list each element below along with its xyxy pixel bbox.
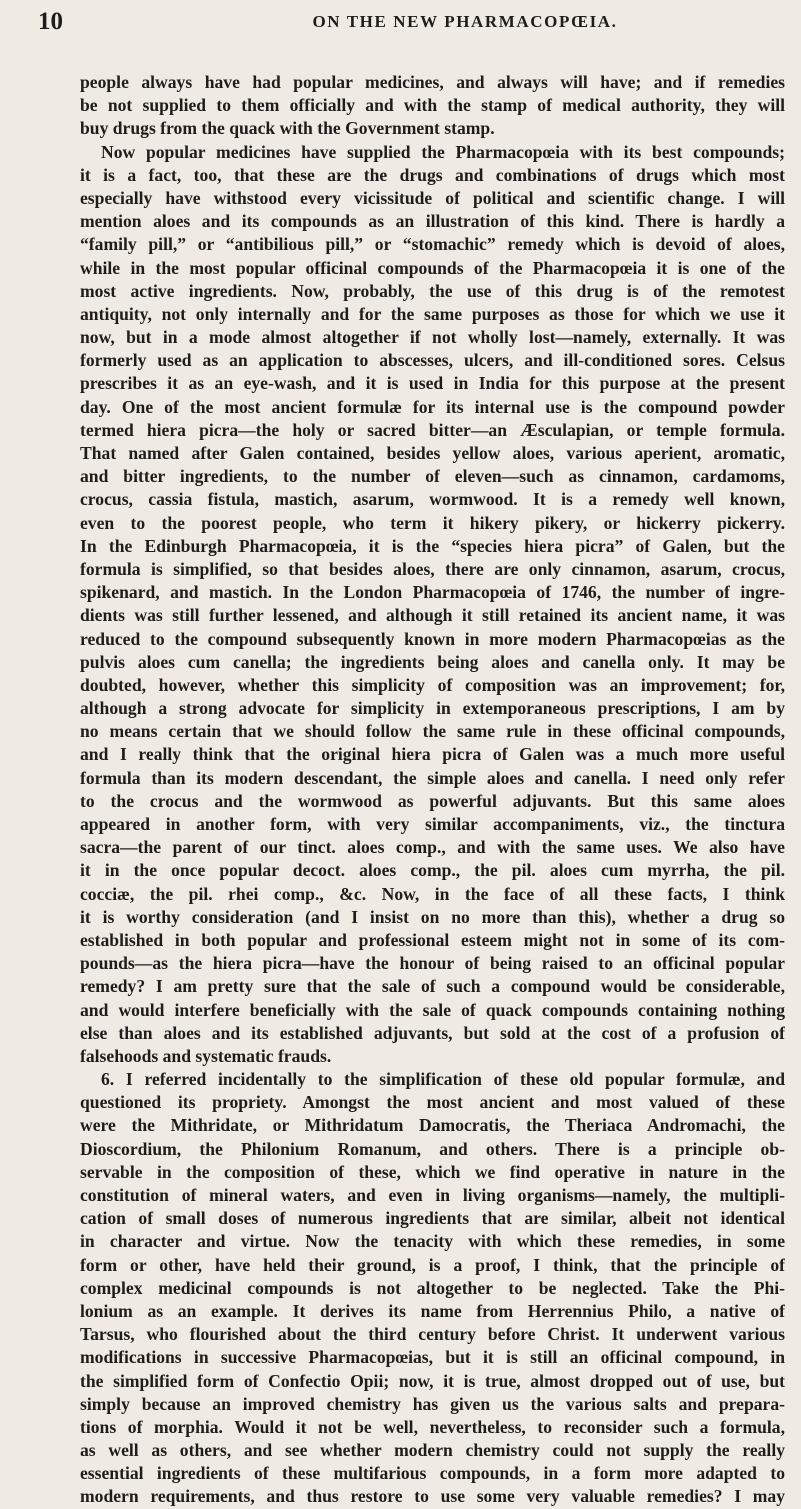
text-line: formula is simplified, so that besides aloes, there are only cinnamon, asarum, crocus,	[80, 558, 785, 579]
text-line: That named after Galen contained, besides yellow aloes, various aperient, aromatic,	[80, 443, 785, 463]
text-line: were the Mithridate, or Mithridatum Damocratis, the Theriaca Andromachi, the	[80, 1115, 785, 1136]
text-line: dients was still further lessened, and although it still retained its ancient name, it was	[80, 605, 785, 626]
text-line: people always have had popular medicines, and always will have; and if remedies	[80, 72, 785, 92]
text-line: and I really think that the original hiera picra of Galen was a much more useful	[80, 744, 785, 765]
text-line: now, but in a mode almost altogether if not wholly lost—namely, externally. It was	[80, 327, 785, 348]
page-number: 10	[38, 8, 63, 35]
text-line: the simplified form of Confectio Opii; now, it is true, almost dropped out of use, but	[80, 1370, 785, 1391]
text-line: formula than its modern descendant, the simple aloes and canella. I need only refer	[80, 767, 785, 788]
text-line: 6. I referred incidentally to the simplification of these old popular formulæ, and	[101, 1069, 785, 1090]
text-line: as well as others, and see whether modern chemistry could not supply the really	[80, 1440, 785, 1461]
text-line: to the crocus and the wormwood as powerful adjuvants. But this same aloes	[80, 790, 785, 811]
text-line: most active ingredients. Now, probably, the use of this drug is of the remotest	[80, 280, 785, 301]
body-text	[80, 71, 785, 1509]
text-line: constitution of mineral waters, and even in living organisms—namely, the multipli-	[80, 1185, 785, 1205]
text-line: formerly used as an application to abscesses, ulcers, and ill-conditioned sores. Celsus	[80, 350, 785, 371]
text-line: simply because an improved chemistry has given us the various salts and prepara-	[80, 1393, 785, 1414]
text-line: prescribes it as an eye-wash, and it is used in India for this purpose at the present	[80, 373, 785, 394]
text-line: In the Edinburgh Pharmacopœia, it is the “species hiera picra” of Galen, but the	[80, 535, 785, 556]
text-line: falsehoods and systematic frauds.	[80, 1045, 332, 1066]
text-line: cocciæ, the pil. rhei comp., &c. Now, in the face of all these facts, I think	[80, 883, 785, 904]
text-line: mention aloes and its compounds as an illustration of this kind. There is hardly a	[80, 211, 785, 232]
text-line: even to the poorest people, who term it hikery pikery, or hickerry pickerry.	[80, 512, 785, 533]
text-line: complex medicinal compounds is not altogether to be neglected. Take the Phi-	[80, 1277, 785, 1298]
text-line: else than aloes and its established adjuvants, but sold at the cost of a profusion of	[80, 1022, 785, 1043]
text-line: modifications in successive Pharmacopœias, but it is still an officinal compound, in	[80, 1347, 785, 1368]
text-line: although a strong advocate for simplicity in extemporaneous prescriptions, I am by	[80, 698, 785, 719]
text-line: it in the once popular decoct. aloes comp., the pil. aloes cum myrrha, the pil.	[80, 860, 785, 881]
text-line: pounds—as the hiera picra—have the honour of being raised to an officinal popular	[80, 953, 785, 974]
text-line: tions of morphia. Would it not be well, nevertheless, to reconsider such a formula,	[80, 1416, 785, 1437]
text-line: reduced to the compound subsequently known in more modern Pharmacopœias as the	[80, 628, 785, 649]
text-line: spikenard, and mastich. In the London Pharmacopœia of 1746, the number of ingre-	[80, 582, 785, 603]
text-line: modern requirements, and thus restore to use some very valuable remedies? I may	[80, 1486, 785, 1507]
text-line: crocus, cassia fistula, mastich, asarum, wormwood. It is a remedy well known,	[80, 489, 785, 510]
text-line: in character and virtue. Now the tenacity with which these remedies, in some	[80, 1231, 785, 1252]
text-line: termed hiera picra—the holy or sacred bitter—an Æsculapian, or temple formula.	[80, 419, 785, 440]
text-line: buy drugs from the quack with the Government stamp.	[80, 118, 495, 139]
text-line: sacra—the parent of our tinct. aloes comp., and with the same uses. We also have	[80, 837, 785, 858]
text-line: remedy? I am pretty sure that the sale of such a compound would be considerable,	[80, 976, 785, 997]
text-line: Dioscordium, the Philonium Romanum, and others. There is a principle ob-	[80, 1138, 785, 1159]
text-line: and would interfere beneficially with the sale of quack compounds containing nothing	[80, 999, 785, 1020]
text-line: day. One of the most ancient formulæ for its internal use is the compound powder	[80, 396, 785, 417]
text-line: be not supplied to them officially and with the stamp of medical authority, they will	[80, 95, 785, 116]
page-header	[0, 8, 801, 36]
running-title: ON THE NEW PHARMACOPŒIA.	[312, 12, 618, 31]
text-line: form or other, have held their ground, is a proof, I think, that the principle of	[80, 1254, 785, 1275]
text-line: no means certain that we should follow the same rule in these officinal compounds,	[80, 721, 785, 742]
text-line: servable in the composition of these, which we find operative in nature in the	[80, 1161, 785, 1182]
text-line: appeared in another form, with very similar accompaniments, viz., the tinctura	[80, 814, 785, 834]
text-line: Now popular medicines have supplied the Pharmacopœia with its best compounds;	[101, 141, 785, 162]
text-line: it is a fact, too, that these are the drugs and combinations of drugs which most	[80, 164, 785, 185]
text-line: and bitter ingredients, to the number of eleven—such as cinnamon, cardamoms,	[80, 466, 785, 487]
text-line: it is worthy consideration (and I insist on no more than this), whether a drug so	[80, 906, 785, 927]
text-line: antiquity, not only internally and for the same purposes as those for which we use it	[80, 303, 785, 324]
text-line: essential ingredients of these multifarious compounds, in a form more adapted to	[80, 1463, 785, 1484]
text-line: “family pill,” or “antibilious pill,” or “stomachic” remedy which is devoid of aloes,	[80, 234, 785, 255]
text-line: lonium as an example. It derives its name from Herrennius Philo, a native of	[80, 1300, 785, 1321]
text-line: established in both popular and professional esteem might not in some of its com-	[80, 929, 785, 950]
text-line: pulvis aloes cum canella; the ingredients being aloes and canella only. It may be	[80, 651, 785, 672]
text-line: especially have withstood every vicissitude of political and scientific change. I will	[80, 187, 785, 208]
text-line: doubted, however, whether this simplicity of composition was an improvement; for,	[80, 674, 785, 695]
text-line: cation of small doses of numerous ingredients that are similar, albeit not identical	[80, 1208, 785, 1229]
text-line: while in the most popular officinal compounds of the Pharmacopœia it is one of the	[80, 257, 785, 278]
text-line: questioned its propriety. Amongst the most ancient and most valued of these	[80, 1092, 785, 1113]
text-line: Tarsus, who flourished about the third century before Christ. It underwent various	[80, 1324, 785, 1345]
